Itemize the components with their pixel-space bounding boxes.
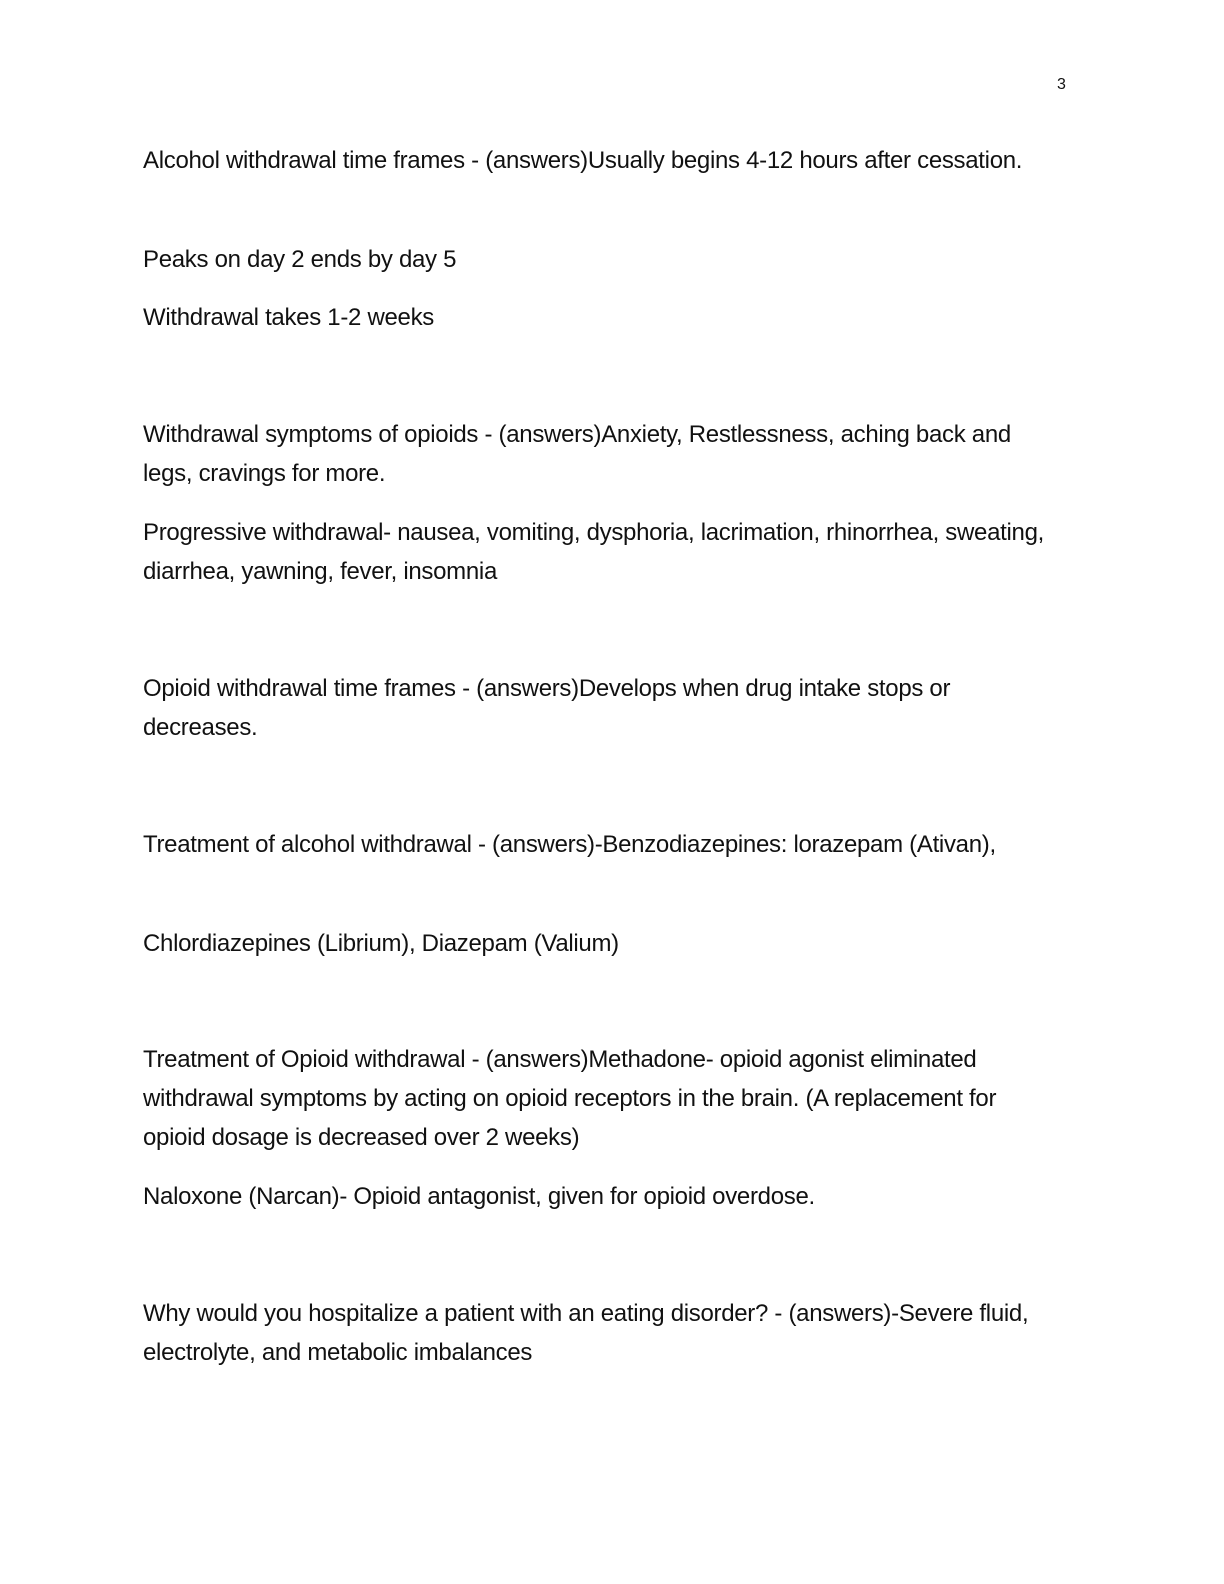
paragraph-chlordiazepines: Chlordiazepines (Librium), Diazepam (Valium) bbox=[143, 930, 619, 957]
paragraph-treatment-alcohol-withdrawal: Treatment of alcohol withdrawal - (answers)-Benzodiazepines: lorazepam (Ativan), bbox=[143, 831, 996, 858]
paragraph-opioid-withdrawal-time-frames: Opioid withdrawal time frames - (answers)Develops when drug intake stops or decreases. bbox=[143, 675, 951, 741]
paragraph-progressive-withdrawal: Progressive withdrawal- nausea, vomiting, dysphoria, lacrimation, rhinorrhea, sweating, diarrhea, yawning, fever, insomnia bbox=[143, 519, 1044, 585]
paragraph-treatment-opioid-withdrawal: Treatment of Opioid withdrawal - (answers)Methadone- opioid agonist eliminated withdrawal symptoms by acting on opioid receptors in the brain. (A replacement for opioid dosage is decreased over 2 weeks) bbox=[143, 1046, 997, 1151]
paragraph-opioid-withdrawal-symptoms: Withdrawal symptoms of opioids - (answers)Anxiety, Restlessness, aching back and legs, cravings for more. bbox=[143, 421, 1011, 487]
paragraph-eating-disorder-hospitalization: Why would you hospitalize a patient with an eating disorder? - (answers)-Severe fluid, electrolyte, and metabolic imbalances bbox=[143, 1300, 1029, 1366]
paragraph-naloxone: Naloxone (Narcan)- Opioid antagonist, given for opioid overdose. bbox=[143, 1183, 815, 1210]
paragraph-withdrawal-duration: Withdrawal takes 1-2 weeks bbox=[143, 304, 434, 331]
page-number: 3 bbox=[1057, 76, 1066, 93]
paragraph-alcohol-withdrawal-time-frames: Alcohol withdrawal time frames - (answers)Usually begins 4-12 hours after cessation. bbox=[143, 147, 1023, 174]
paragraph-peaks: Peaks on day 2 ends by day 5 bbox=[143, 246, 457, 273]
